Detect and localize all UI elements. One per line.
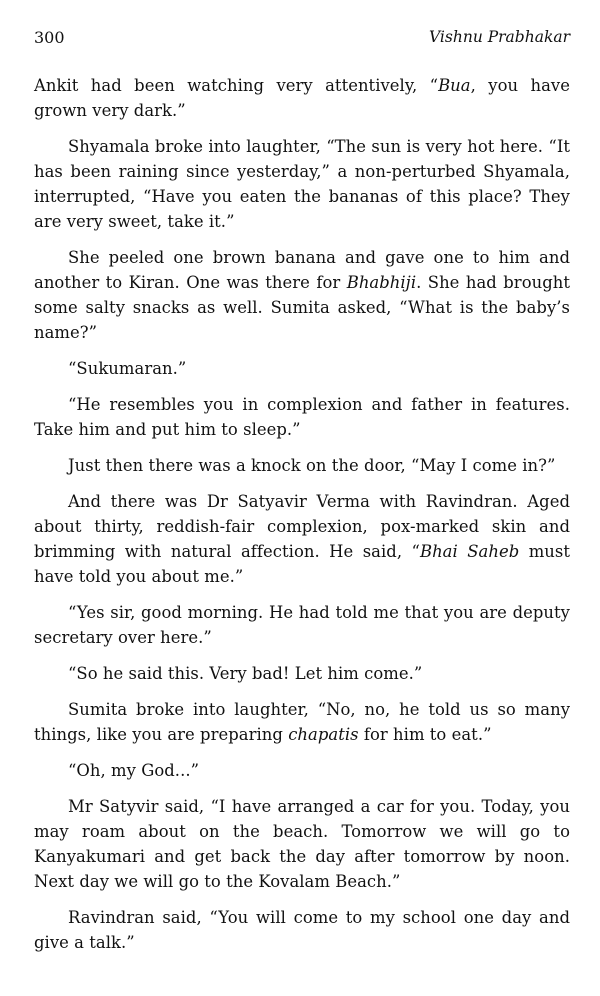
paragraph bbox=[34, 245, 570, 345]
body-text bbox=[34, 73, 570, 966]
text-run: . She had brought some salty snacks as well. Sumita asked, “What is the baby’s name?” bbox=[34, 273, 571, 342]
paragraph: “Oh, my God...” bbox=[68, 761, 200, 780]
page-header bbox=[34, 28, 570, 50]
text-run: She peeled one brown banana and gave one to him and another to Kiran. One was there for bbox=[34, 248, 570, 292]
paragraph bbox=[34, 697, 570, 747]
italic-term: Bua bbox=[438, 76, 471, 95]
text-run: , you have grown very dark.” bbox=[34, 76, 570, 120]
paragraph bbox=[34, 489, 570, 589]
text-run: Ankit had been watching very attentively, “ bbox=[34, 76, 439, 95]
text-run: And there was Dr Satyavir Verma with Ravindran. Aged about thirty, reddish-fair complexion, pox-marked skin and brimming with natural affection. He said, “ bbox=[34, 492, 570, 561]
paragraph: “He resembles you in complexion and father in features. Take him and put him to sleep.” bbox=[34, 395, 570, 439]
paragraph bbox=[34, 73, 570, 123]
paragraph: “So he said this. Very bad! Let him come.” bbox=[68, 664, 423, 683]
text-run: for him to eat.” bbox=[358, 725, 492, 744]
text-run: Sumita broke into laughter, “No, no, he told us so many things, like you are preparing bbox=[34, 700, 570, 744]
italic-term: Bhabhiji bbox=[346, 273, 417, 292]
text-run: must have told you about me.” bbox=[34, 542, 570, 586]
paragraph: “Sukumaran.” bbox=[68, 359, 187, 378]
paragraph: “Yes sir, good morning. He had told me that you are deputy secretary over here.” bbox=[34, 603, 570, 647]
italic-term: chapatis bbox=[288, 725, 359, 744]
paragraph: Shyamala broke into laughter, “The sun is very hot here. “It has been raining since yesterday,” a non-perturbed Shyamala, interrupted, “Have you eaten the bananas of this place? They are very sweet, take it.” bbox=[34, 137, 570, 231]
running-head: Vishnu Prabhakar bbox=[429, 28, 570, 46]
paragraph: Ravindran said, “You will come to my school one day and give a talk.” bbox=[34, 908, 570, 952]
page-number: 300 bbox=[34, 28, 65, 47]
paragraph: Mr Satyvir said, “I have arranged a car for you. Today, you may roam about on the beach. Tomorrow we will go to Kanyakumari and get back the day after tomorrow by noon. Next day we will go to the Kovalam Beach.” bbox=[34, 797, 570, 891]
italic-term: Bhai Saheb bbox=[419, 542, 520, 561]
paragraph: Just then there was a knock on the door, “May I come in?” bbox=[68, 456, 556, 475]
